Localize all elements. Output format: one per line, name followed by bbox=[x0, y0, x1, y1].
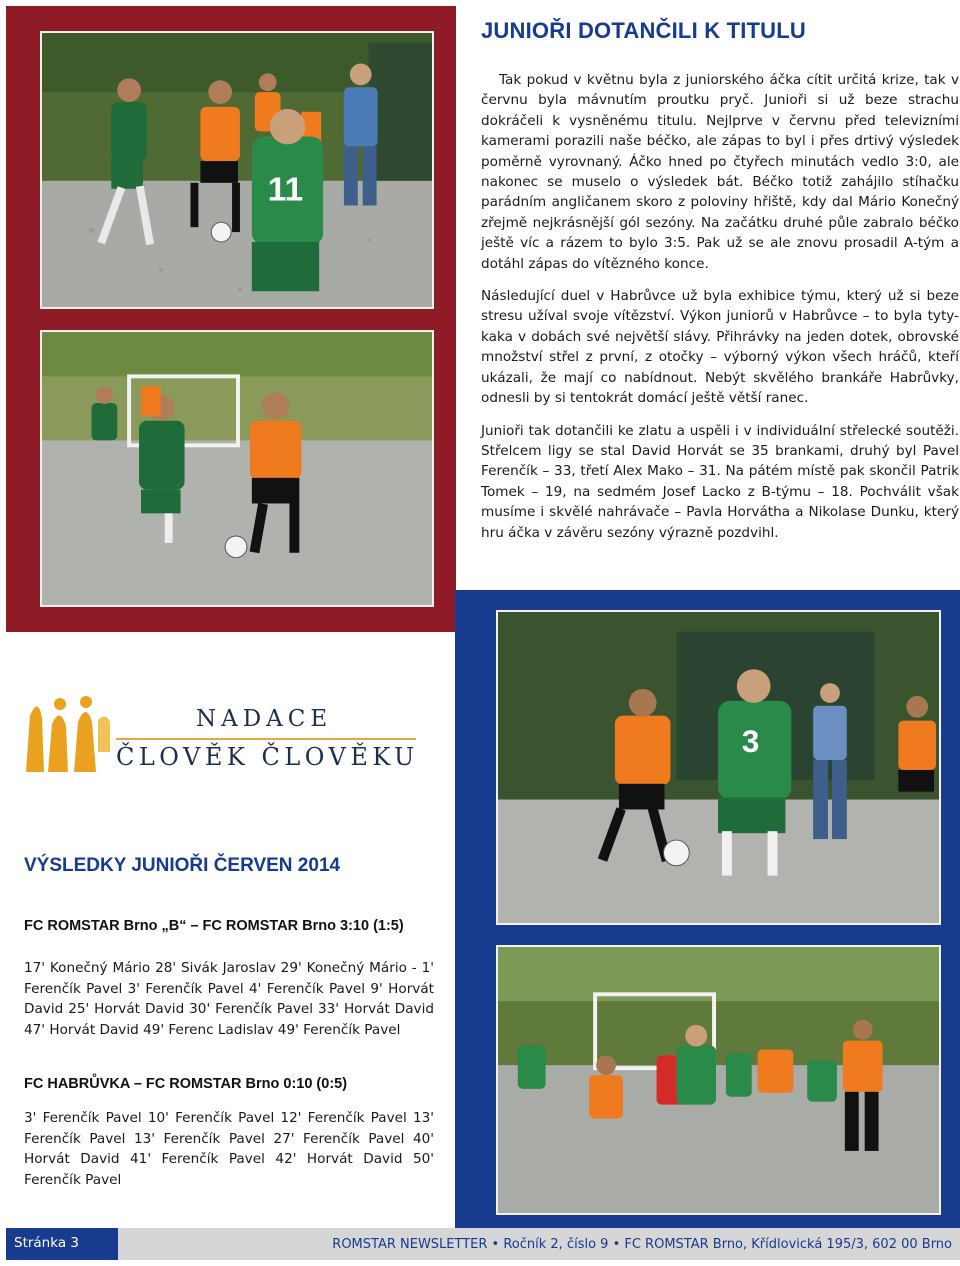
logo-text-nadace: NADACE bbox=[196, 706, 333, 732]
article-body bbox=[481, 70, 959, 555]
match-title-1: FC ROMSTAR Brno „B“ – FC ROMSTAR Brno 3:10 (1:5) bbox=[24, 918, 404, 934]
photo-match-2 bbox=[40, 330, 434, 607]
photo-match-1 bbox=[40, 31, 434, 309]
jersey-number-3: 3 bbox=[741, 723, 760, 760]
photo-match-3 bbox=[496, 610, 941, 925]
footer-publication-info: ROMSTAR NEWSLETTER • Ročník 2, číslo 9 • FC ROMSTAR Brno, Křídlovická 195/3, 602 00 Brno bbox=[332, 1237, 952, 1252]
page-number: Stránka 3 bbox=[6, 1228, 118, 1260]
jersey-number-11: 11 bbox=[267, 171, 304, 209]
logo-figures-icon bbox=[24, 692, 114, 772]
logo-divider bbox=[116, 738, 416, 740]
results-heading: VÝSLEDKY JUNIOŘI ČERVEN 2014 bbox=[24, 855, 341, 876]
article-paragraph: Junioři tak dotančili ke zlatu a uspěli i v individuální střelecké soutěži. Střelcem ligy se stal David Horvát se 35 brankami, druhý byl Pavel Ferenčík – 33, třetí Alex Mako – 31. Na pátém místě pak skončil Patrik Tomek – 19, na sedmém Josef Lacko z B-týmu – 18. Pochválit však musíme i skvělé nahrávače – Pavla Horvátha a Nikolase Dunku, který hru áčka v závěru sezóny výrazně pozdvihl. bbox=[481, 422, 959, 541]
article-title: JUNIOŘI DOTANČILI K TITULU bbox=[481, 18, 806, 43]
logo-text-clovek: ČLOVĚK ČLOVĚKU bbox=[116, 743, 419, 771]
photo-match-4 bbox=[496, 945, 941, 1215]
match-goals-1: 17' Konečný Mário 28' Sivák Jaroslav 29' Konečný Mário - 1' Ferenčík Pavel 3' Ferenčík Pavel 4' Ferenčík Pavel 9' Horvát David 25' Horvát David 30' Ferenčík Pavel 33' Horvát David 47' Horvát David 49' Ferenc Ladislav 49' Ferenčík Pavel bbox=[24, 960, 434, 1038]
page-footer bbox=[6, 1228, 960, 1260]
article-paragraph: Tak pokud v květnu byla z juniorského áčka cítit určitá krize, tak v červnu byla mávnutím proutku pryč. Junioři si už beze strachu dokráčeli k vysněnému titulu. Nejlprve v červnu před televizními kamerami porazili naše béčko, ale zápas to byl i přes drtivý výsledek poměrně vyrovnaný. Áčko hned po čtyřech minutách vedlo 3:0, ale nakonec se muselo o výsledek bát. Béčko totiž zahájilo stíhačku parádním angličanem skoro z poloviny hřiště, kdy dal Mário Konečný zřejmě nejkrásnější gól sezóny. Na začátku druhé půle zabralo béčko ještě víc a rázem to bylo 3:5. Pak už se ale znovu prosadil A-tým a dotáhl zápas do vítězného konce. bbox=[481, 72, 959, 272]
match-goals-2: 3' Ferenčík Pavel 10' Ferenčík Pavel 12' Ferenčík Pavel 13' Ferenčík Pavel 13' Ferenčík Pavel 27' Ferenčík Pavel 40' Horvát David 41' Ferenčík Pavel 42' Horvát David 50' Ferenčík Pavel bbox=[24, 1110, 434, 1188]
article-paragraph: Následující duel v Habrůvce už byla exhibice týmu, který už si beze stresu užíval svoje vítězství. Výkon juniorů v Habrůvce – to byla tyty-kaka v dobách své největší slávy. Přihrávky na jeden dotek, obrovské množství střel z první, z otočky – výborný výkon všech hráčů, kteří ukázali, že mají co nabídnout. Nebýt skvělého brankáře Habrůvky, odnesli by si tentokrát domácí ještě větší ranec. bbox=[481, 288, 959, 407]
match-title-2: FC HABRŮVKA – FC ROMSTAR Brno 0:10 (0:5) bbox=[24, 1076, 348, 1092]
